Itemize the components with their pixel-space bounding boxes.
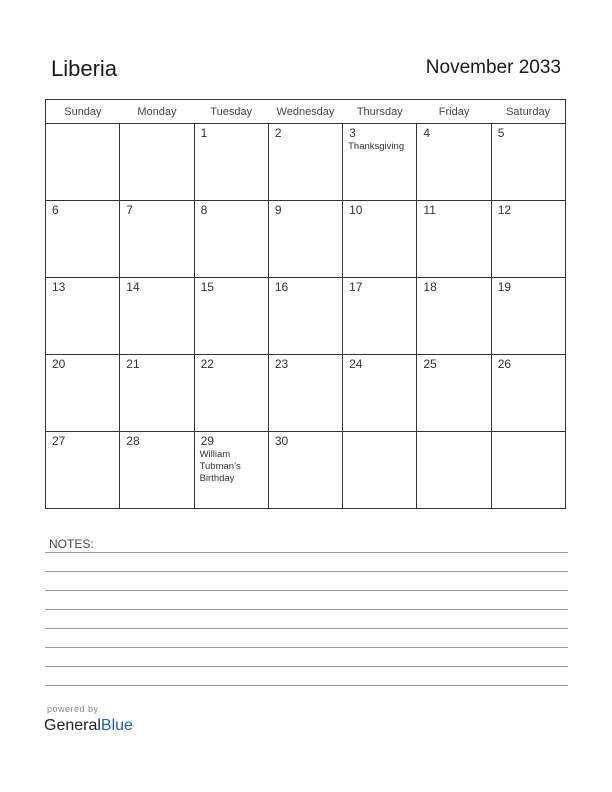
day-cell bbox=[417, 124, 491, 201]
note-line bbox=[45, 628, 568, 629]
weekday-thursday: Thursday bbox=[343, 100, 417, 124]
day-number: 8 bbox=[200, 203, 208, 217]
day-number: 18 bbox=[423, 280, 437, 294]
day-number: 24 bbox=[349, 357, 363, 371]
day-cell bbox=[417, 201, 491, 278]
day-cell bbox=[417, 355, 491, 432]
note-line bbox=[45, 609, 568, 610]
day-cell bbox=[120, 201, 194, 278]
day-cell bbox=[268, 432, 342, 509]
weekday-friday: Friday bbox=[417, 100, 491, 124]
day-number: 29 bbox=[200, 434, 214, 448]
day-number: 19 bbox=[497, 280, 512, 294]
day-cell bbox=[417, 432, 491, 509]
weekday-sunday: Sunday bbox=[46, 100, 120, 124]
note-line bbox=[45, 552, 568, 553]
calendar-grid bbox=[45, 99, 566, 509]
day-number: 2 bbox=[274, 126, 282, 140]
day-cell bbox=[417, 278, 491, 355]
day-cell bbox=[46, 432, 120, 509]
day-cell bbox=[343, 124, 417, 201]
powered-by-label: powered by bbox=[47, 704, 99, 714]
month-year-title: November 2033 bbox=[425, 57, 561, 78]
day-cell bbox=[268, 355, 342, 432]
notes-label: NOTES: bbox=[49, 537, 94, 551]
day-number: 7 bbox=[126, 203, 133, 217]
day-number: 25 bbox=[423, 357, 437, 371]
day-cell bbox=[46, 278, 120, 355]
weekday-tuesday: Tuesday bbox=[194, 100, 268, 124]
day-cell bbox=[268, 124, 342, 201]
day-cell bbox=[120, 355, 194, 432]
day-cell bbox=[46, 355, 120, 432]
note-line bbox=[45, 666, 568, 667]
day-number: 16 bbox=[274, 280, 289, 294]
day-cell bbox=[194, 201, 268, 278]
note-line bbox=[45, 571, 568, 572]
day-number: 23 bbox=[274, 357, 289, 371]
day-number: 26 bbox=[497, 357, 512, 371]
day-cell bbox=[343, 355, 417, 432]
week-row-5 bbox=[46, 432, 566, 509]
day-number: 27 bbox=[52, 434, 66, 448]
day-number: 20 bbox=[52, 357, 66, 371]
day-cell bbox=[46, 124, 120, 201]
holiday-label: Thanksgiving bbox=[348, 141, 405, 152]
day-cell bbox=[194, 432, 268, 509]
day-number: 21 bbox=[126, 357, 140, 371]
day-number: 17 bbox=[349, 280, 363, 294]
day-cell bbox=[194, 355, 268, 432]
brand-general: General bbox=[44, 717, 101, 734]
brand-logo bbox=[44, 717, 133, 735]
day-number: 28 bbox=[126, 434, 140, 448]
brand-blue: Blue bbox=[100, 717, 133, 734]
day-cell bbox=[343, 432, 417, 509]
weekday-header-row bbox=[46, 100, 566, 124]
day-cell bbox=[491, 432, 565, 509]
week-row-2 bbox=[46, 201, 566, 278]
day-number: 14 bbox=[126, 280, 140, 294]
day-cell bbox=[343, 201, 417, 278]
day-cell bbox=[194, 278, 268, 355]
day-number: 15 bbox=[200, 280, 214, 294]
note-line bbox=[45, 590, 568, 591]
day-number: 12 bbox=[497, 203, 512, 217]
day-number: 4 bbox=[423, 126, 431, 140]
day-cell bbox=[491, 355, 565, 432]
weekday-saturday: Saturday bbox=[491, 100, 565, 124]
weekday-wednesday: Wednesday bbox=[268, 100, 342, 124]
day-number: 1 bbox=[200, 126, 208, 140]
day-cell bbox=[343, 278, 417, 355]
day-cell bbox=[491, 124, 565, 201]
day-cell bbox=[268, 201, 342, 278]
week-row-1 bbox=[46, 124, 566, 201]
day-number: 13 bbox=[52, 280, 66, 294]
day-number: 30 bbox=[274, 434, 289, 448]
holiday-label: William Tubman’s Birthday bbox=[199, 449, 241, 484]
day-cell bbox=[120, 124, 194, 201]
day-cell bbox=[491, 278, 565, 355]
note-line bbox=[45, 647, 568, 648]
day-number: 10 bbox=[349, 203, 363, 217]
note-line bbox=[45, 685, 568, 686]
day-cell bbox=[194, 124, 268, 201]
day-number: 5 bbox=[497, 126, 505, 140]
day-number: 22 bbox=[200, 357, 214, 371]
country-title: Liberia bbox=[51, 56, 118, 81]
day-cell bbox=[120, 278, 194, 355]
weekday-monday: Monday bbox=[120, 100, 194, 124]
day-number: 3 bbox=[349, 126, 356, 140]
week-row-4 bbox=[46, 355, 566, 432]
week-row-3 bbox=[46, 278, 566, 355]
day-cell bbox=[46, 201, 120, 278]
day-cell bbox=[268, 278, 342, 355]
day-cell bbox=[120, 432, 194, 509]
day-number: 6 bbox=[52, 203, 59, 217]
day-number: 9 bbox=[274, 203, 282, 217]
day-cell bbox=[491, 201, 565, 278]
day-number: 11 bbox=[423, 203, 436, 217]
